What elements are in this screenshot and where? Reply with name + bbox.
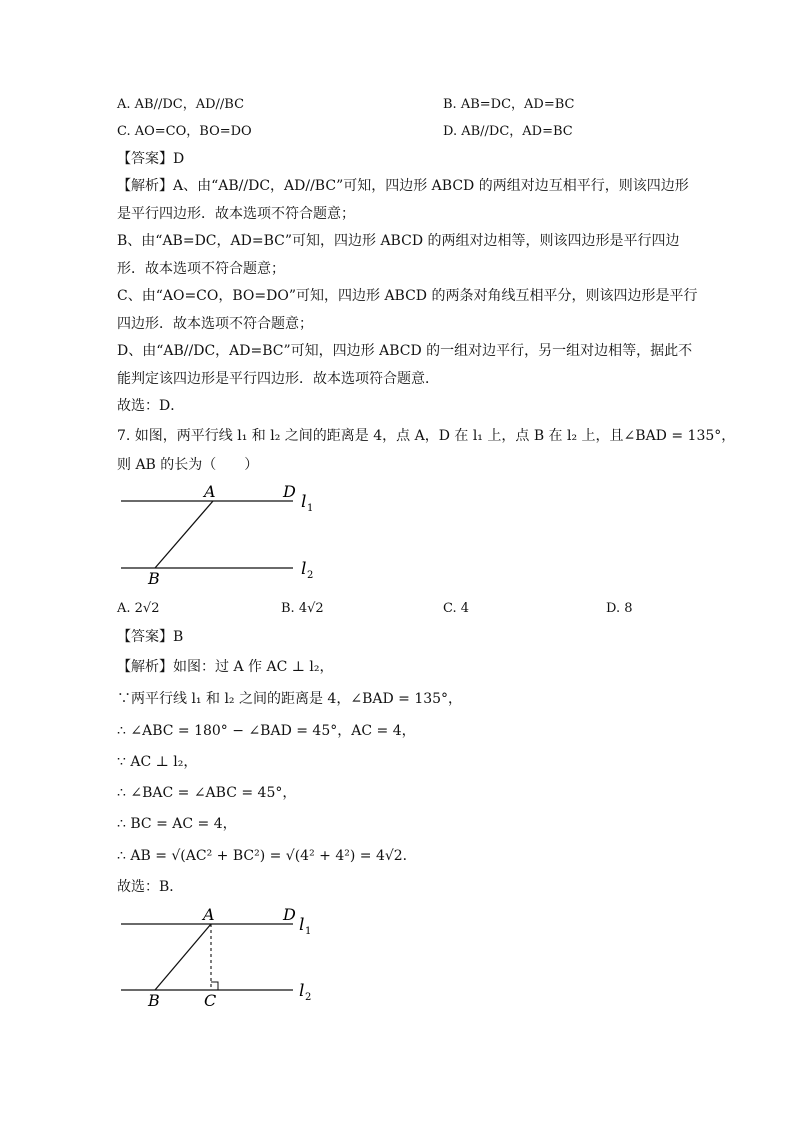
q6-option-c: C. AO=CO，BO=DO	[117, 124, 252, 139]
q7-option-b: B. 4√2	[281, 601, 324, 616]
q7-solution-line: ∵ AC ⊥ l₂，	[117, 754, 198, 770]
l2-label: l	[301, 559, 307, 579]
q7-solution-line: ∴ AB = √(AC² + BC²) = √(4² + 4²) = 4√2．	[117, 848, 417, 864]
q6-analysis-line: C、由“AO=CO，BO=DO”可知，四边形 ABCD 的两条对角线互相平分，则该四边形是平行	[117, 288, 698, 304]
point-a-label: A	[204, 482, 216, 501]
q6-analysis-line: D、由“AB//DC，AD=BC”可知，四边形 ABCD 的一组对边平行，另一组对边相等，据此不	[117, 343, 693, 359]
point-d-label: D	[283, 482, 296, 501]
l1-subscript: 1	[305, 926, 312, 937]
l1-subscript: 1	[307, 503, 314, 514]
q6-option-a: A. AB//DC，AD//BC	[117, 97, 245, 112]
q6-analysis-line: 四边形．故本选项不符合题意；	[117, 316, 313, 332]
l2-label: l	[299, 981, 305, 1001]
q6-analysis-line: 是平行四边形．故本选项不符合题意；	[117, 206, 355, 222]
right-angle-mark	[211, 982, 218, 990]
point-c-label: C	[204, 991, 217, 1010]
q6-analysis-line: 【解析】A、由“AB//DC，AD//BC”可知，四边形 ABCD 的两组对边互相平行，则该四边形	[117, 178, 689, 194]
q6-option-b: B. AB=DC，AD=BC	[443, 97, 575, 112]
point-d-label: D	[283, 905, 296, 924]
q7-solution-line: ∴ ∠BAC = ∠ABC = 45°，	[117, 785, 297, 801]
q7-stem: 则 AB 的长为（ ）	[117, 457, 259, 473]
q7-solution-line: ∵两平行线 l₁ 和 l₂ 之间的距离是 4，∠BAD = 135°，	[117, 691, 463, 707]
q7-answer: 【答案】B	[117, 629, 184, 645]
q6-analysis-line: 能判定该四边形是平行四边形．故本选项符合题意．	[117, 371, 439, 387]
l1-label: l	[301, 492, 307, 512]
q7-solution-line: 故选：B．	[117, 879, 184, 895]
q7-option-c: C. 4	[443, 601, 470, 616]
q7-stem: 7. 如图，两平行线 l₁ 和 l₂ 之间的距离是 4，点 A，D 在 l₁ 上，点 B 在 l₂ 上，且∠BAD = 135°，	[117, 428, 736, 444]
l2-subscript: 2	[307, 570, 314, 581]
point-a-label: A	[203, 905, 215, 924]
l1-label: l	[299, 915, 305, 935]
q7-option-d: D. 8	[606, 601, 633, 616]
point-b-label: B	[148, 569, 160, 588]
q6-analysis-line: 形．故本选项不符合题意；	[117, 261, 285, 277]
q7-figure-1	[115, 480, 335, 590]
point-b-label: B	[148, 991, 160, 1010]
l2-subscript: 2	[305, 992, 312, 1003]
q7-solution-line: ∴ BC = AC = 4，	[117, 816, 237, 832]
q6-option-d: D. AB//DC，AD=BC	[443, 124, 573, 139]
q7-solution-line: 【解析】如图：过 A 作 AC ⊥ l₂，	[117, 659, 334, 675]
q7-solution-line: ∴ ∠ABC = 180° − ∠BAD = 45°，AC = 4，	[117, 723, 416, 739]
segment-ab	[155, 501, 213, 568]
q6-analysis-line: B、由“AB=DC，AD=BC”可知，四边形 ABCD 的两组对边相等，则该四边形是平行四边	[117, 233, 680, 249]
segment-ab	[155, 924, 211, 990]
q6-answer: 【答案】D	[117, 151, 185, 167]
q7-figure-2	[115, 902, 335, 1014]
q6-analysis-line: 故选：D．	[117, 398, 185, 414]
q7-option-a: A. 2√2	[117, 601, 160, 616]
